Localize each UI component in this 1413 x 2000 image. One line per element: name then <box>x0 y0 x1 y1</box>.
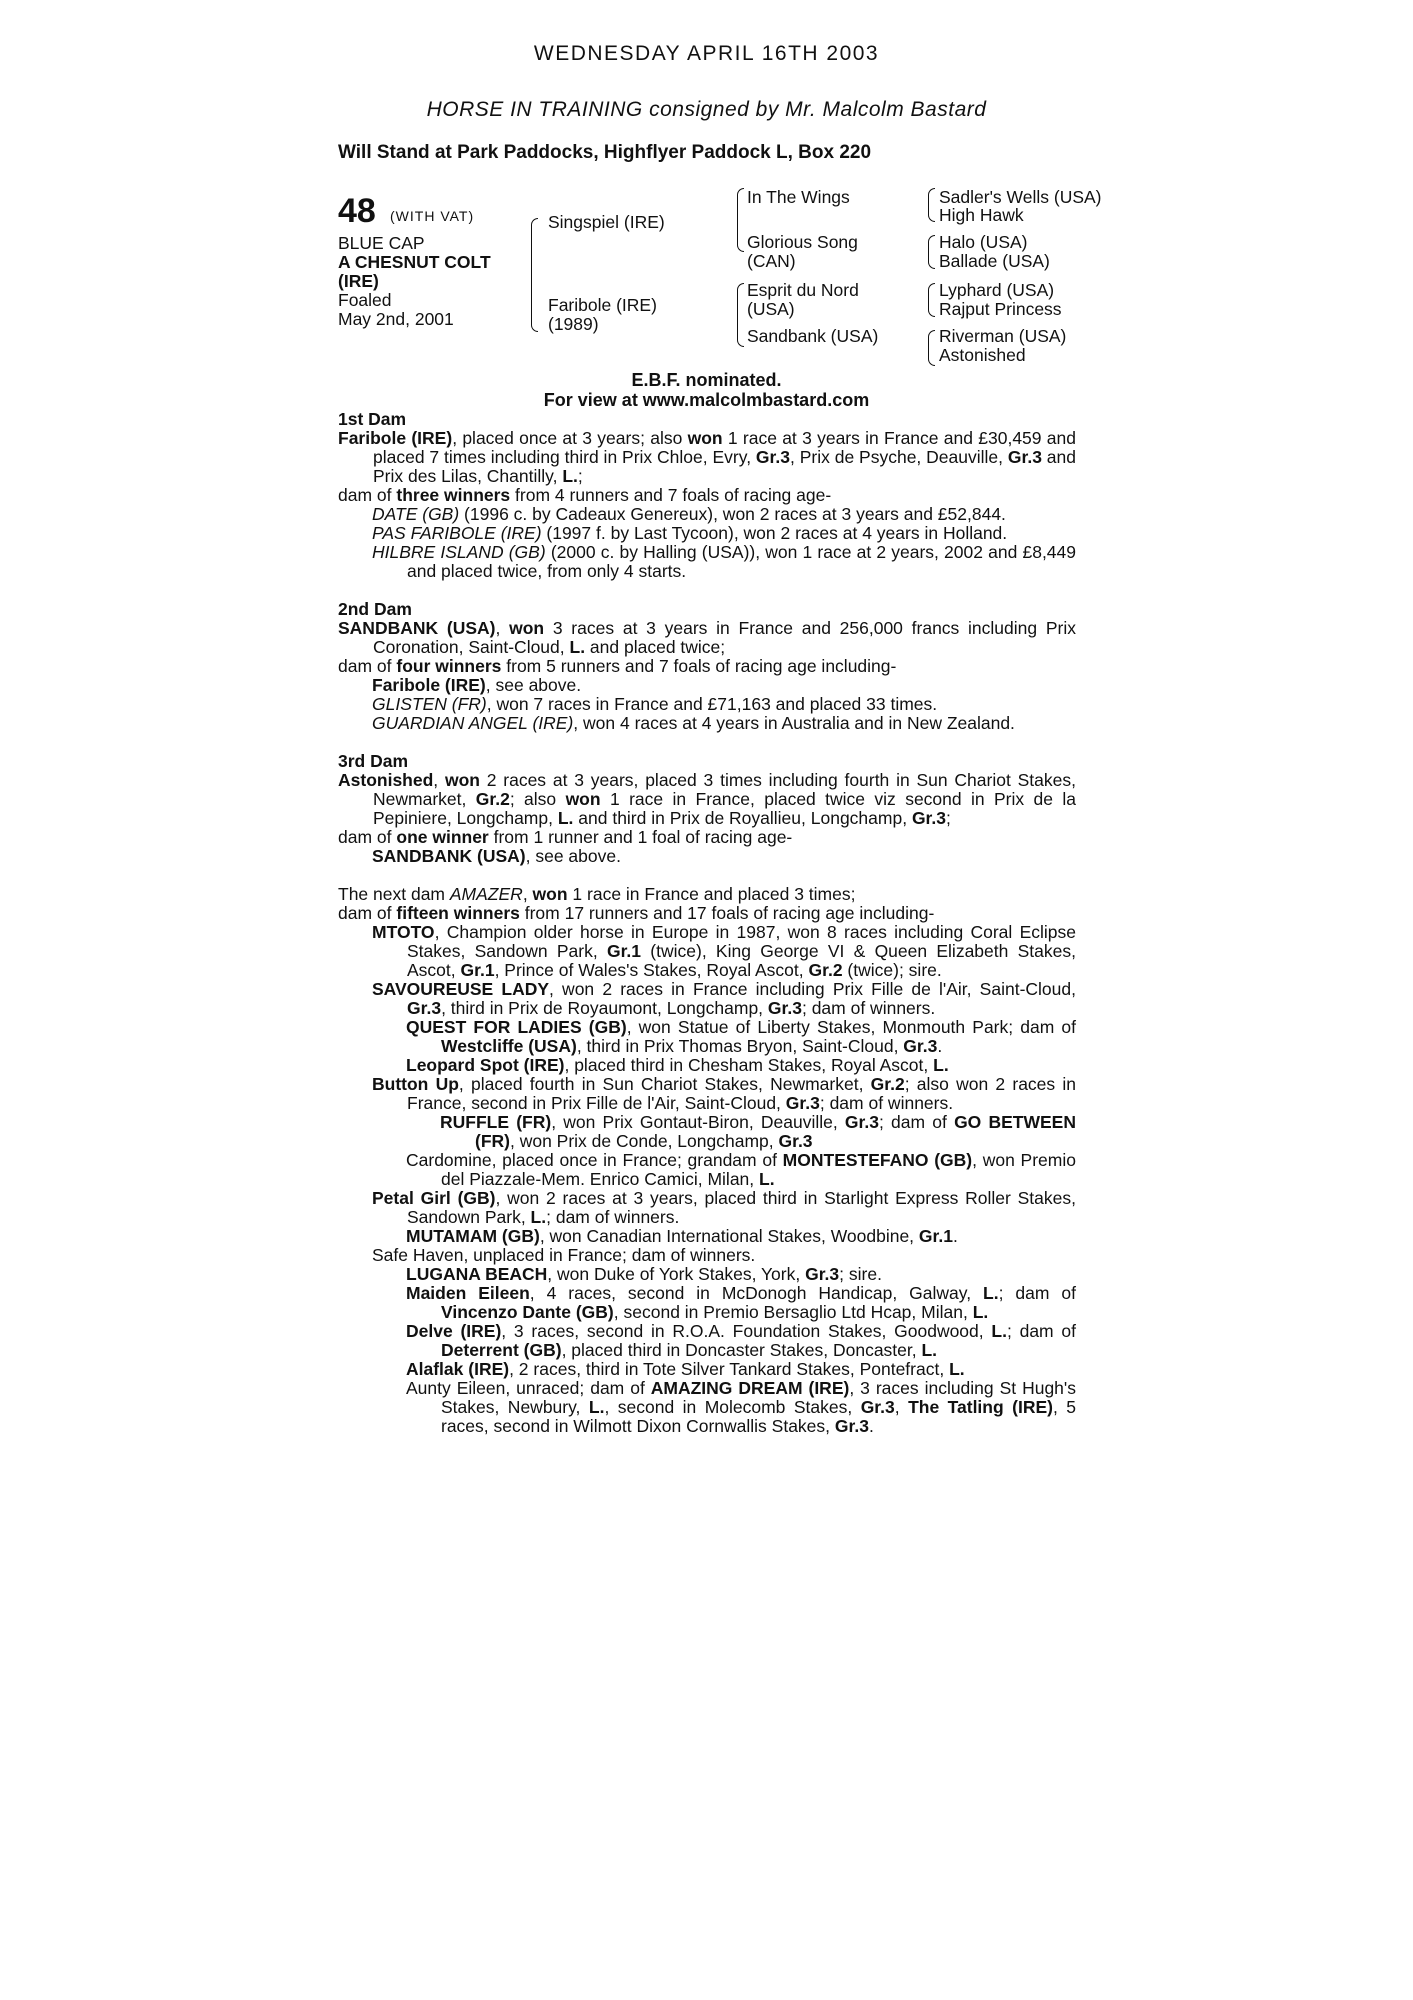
pedigree-dam-dam: Sandbank (USA) <box>747 326 879 346</box>
produce-item: Safe Haven, unplaced in France; dam of winners. <box>372 1245 756 1265</box>
pedigree-brace-ds <box>928 283 935 317</box>
stand-location: Will Stand at Park Paddocks, Highflyer Paddock L, Box 220 <box>338 142 872 163</box>
vat-note: (WITH VAT) <box>390 208 475 224</box>
third-dam-heading: 3rd Dam <box>338 751 409 771</box>
first-dam-heading: 1st Dam <box>338 409 407 429</box>
pedigree-ddd: Astonished <box>939 345 1026 365</box>
horse-type: A CHESNUT COLT <box>338 252 491 272</box>
first-dam-produce-summary: dam of three winners from 4 runners and 7 foals of racing age- <box>338 485 832 505</box>
pedigree-dam-sire-line1: Esprit du Nord <box>747 280 859 300</box>
view-link: For view at www.malcolmbastard.com <box>543 390 870 410</box>
lot-number: 48 <box>338 192 376 230</box>
produce-item: SAVOUREUSE LADY, won 2 races in France including Prix Fille de l'Air, Saint-Cloud, Gr.3, third in Prix de Royaumont, Longchamp, Gr.3; dam of winners. <box>372 979 1076 1018</box>
produce-item: RUFFLE (FR), won Prix Gontaut-Biron, Deauville, Gr.3; dam of GO BETWEEN (FR), won Prix de Conde, Longchamp, Gr.3 <box>440 1112 1076 1151</box>
produce-item: Button Up, placed fourth in Sun Chariot Stakes, Newmarket, Gr.2; also won 2 races in France, second in Prix Fille de l'Air, Saint-Cloud, Gr.3; dam of winners. <box>372 1074 1076 1113</box>
second-dam-record: SANDBANK (USA), won 3 races at 3 years in France and 256,000 francs including Prix Coronation, Saint-Cloud, L. and placed twice; <box>338 618 1076 657</box>
produce-item: Petal Girl (GB), won 2 races at 3 years, placed third in Starlight Express Roller Stakes, Sandown Park, L.; dam of winners. <box>372 1188 1076 1227</box>
fourth-dam-record: The next dam AMAZER, won 1 race in France and placed 3 times; <box>338 884 856 904</box>
second-dam-name: SANDBANK (USA) <box>338 618 496 638</box>
produce-item: Maiden Eileen, 4 races, second in McDonogh Handicap, Galway, L.; dam of Vincenzo Dante (GB), second in Premio Bersaglio Ltd Hcap, Milan, L. <box>406 1283 1077 1322</box>
pedigree-brace-dam <box>737 283 744 347</box>
produce-item: GUARDIAN ANGEL (IRE), won 4 races at 4 years in Australia and in New Zealand. <box>372 713 1015 733</box>
produce-item: MUTAMAM (GB), won Canadian International Stakes, Woodbine, Gr.1. <box>406 1226 958 1246</box>
third-dam-record: Astonished, won 2 races at 3 years, placed 3 times including fourth in Sun Chariot Stakes, Newmarket, Gr.2; also won 1 race in France, placed twice viz second in Prix de la Pepiniere, Longchamp, L. and third in Prix de Royallieu, Longchamp, Gr.3; <box>338 770 1077 828</box>
pedigree-sds: Halo (USA) <box>939 232 1028 252</box>
produce-item: QUEST FOR LADIES (GB), won Statue of Liberty Stakes, Monmouth Park; dam of Westcliffe (USA), third in Prix Thomas Bryon, Saint-Cloud, Gr.3. <box>406 1017 1077 1056</box>
pedigree-sss: Sadler's Wells (USA) <box>939 187 1102 207</box>
consignor-line: HORSE IN TRAINING consigned by Mr. Malcolm Bastard <box>426 98 987 121</box>
ebf-nomination: E.B.F. nominated. <box>631 370 782 390</box>
pedigree-sire-sire: In The Wings <box>747 187 850 207</box>
produce-item: Leopard Spot (IRE), placed third in Chesham Stakes, Royal Ascot, L. <box>406 1055 949 1075</box>
horse-origin: (IRE) <box>338 271 379 291</box>
nominations <box>0 370 1413 410</box>
produce-item: Alaflak (IRE), 2 races, third in Tote Silver Tankard Stakes, Pontefract, L. <box>406 1359 965 1379</box>
pedigree-dsd: Rajput Princess <box>939 299 1062 319</box>
pedigree-brace-main <box>531 218 538 332</box>
pedigree-ssd: High Hawk <box>939 205 1024 225</box>
pedigree-sire-dam-line1: Glorious Song <box>747 232 858 252</box>
pedigree-dam-sire-line2: (USA) <box>747 299 795 319</box>
horse-description <box>338 234 491 329</box>
third-dam-produce-summary: dam of one winner from 1 runner and 1 foal of racing age- <box>338 827 793 847</box>
fourth-dam-name: AMAZER <box>449 884 523 904</box>
fourth-dam-produce-summary: dam of fifteen winners from 17 runners and 17 foals of racing age including- <box>338 903 935 923</box>
pedigree-dam-line1: Faribole (IRE) <box>548 295 657 315</box>
produce-item: Delve (IRE), 3 races, second in R.O.A. Foundation Stakes, Goodwood, L.; dam of Deterrent (GB), placed third in Doncaster Stakes, Doncaster, L. <box>406 1321 1076 1360</box>
pedigree-dss: Lyphard (USA) <box>939 280 1055 300</box>
foaled-label: Foaled <box>338 290 392 310</box>
third-dam-name: Astonished <box>338 770 434 790</box>
foaled-date: May 2nd, 2001 <box>338 309 454 329</box>
produce-item: GLISTEN (FR), won 7 races in France and £71,163 and placed 33 times. <box>372 694 938 714</box>
pedigree-dam-line2: (1989) <box>548 314 599 334</box>
produce-item: SANDBANK (USA), see above. <box>372 846 621 866</box>
pedigree-brace-ss <box>928 188 935 222</box>
produce-item: Cardomine, placed once in France; grandam of MONTESTEFANO (GB), won Premio del Piazzale-Mem. Enrico Camici, Milan, L. <box>406 1150 1076 1189</box>
produce-item: HILBRE ISLAND (GB) (2000 c. by Halling (USA)), won 1 race at 2 years, 2002 and £8,449 and placed twice, from only 4 starts. <box>372 542 1076 581</box>
pedigree-brace-sire <box>737 188 744 252</box>
first-dam-record: Faribole (IRE), placed once at 3 years; also won 1 race at 3 years in France and £30,459 and placed 7 times including third in Prix Chloe, Evry, Gr.3, Prix de Psyche, Deauville, Gr.3 and Prix des Lilas, Chantilly, L.; <box>338 428 1076 486</box>
sale-date: WEDNESDAY APRIL 16TH 2003 <box>533 42 880 65</box>
second-dam-heading: 2nd Dam <box>338 599 412 619</box>
produce-item: DATE (GB) (1996 c. by Cadeaux Genereux), won 2 races at 3 years and £52,844. <box>372 504 1006 524</box>
cap-colour: BLUE CAP <box>338 233 425 253</box>
catalogue-body <box>338 410 1076 1436</box>
pedigree-brace-dd <box>928 330 935 366</box>
produce-item: Faribole (IRE), see above. <box>372 675 582 695</box>
pedigree-sdd: Ballade (USA) <box>939 251 1050 271</box>
first-dam-name: Faribole (IRE) <box>338 428 453 448</box>
produce-item: MTOTO, Champion older horse in Europe in 1987, won 8 races including Coral Eclipse Stakes, Sandown Park, Gr.1 (twice), King George VI & Queen Elizabeth Stakes, Ascot, Gr.1, Prince of Wales's Stakes, Royal Ascot, Gr.2 (twice); sire. <box>372 922 1076 980</box>
pedigree-sire: Singspiel (IRE) <box>548 212 665 232</box>
pedigree-sire-dam-line2: (CAN) <box>747 251 796 271</box>
pedigree-dds: Riverman (USA) <box>939 326 1067 346</box>
produce-item: LUGANA BEACH, won Duke of York Stakes, York, Gr.3; sire. <box>406 1264 882 1284</box>
second-dam-produce-summary: dam of four winners from 5 runners and 7 foals of racing age including- <box>338 656 897 676</box>
produce-item: Aunty Eileen, unraced; dam of AMAZING DREAM (IRE), 3 races including St Hugh's Stakes, Newbury, L., second in Molecomb Stakes, Gr.3, The Tatling (IRE), 5 races, second in Wilmott Dixon Cornwallis Stakes, Gr.3. <box>406 1378 1077 1436</box>
produce-item: PAS FARIBOLE (IRE) (1997 f. by Last Tycoon), won 2 races at 4 years in Holland. <box>372 523 1008 543</box>
pedigree-brace-sd <box>928 235 935 269</box>
